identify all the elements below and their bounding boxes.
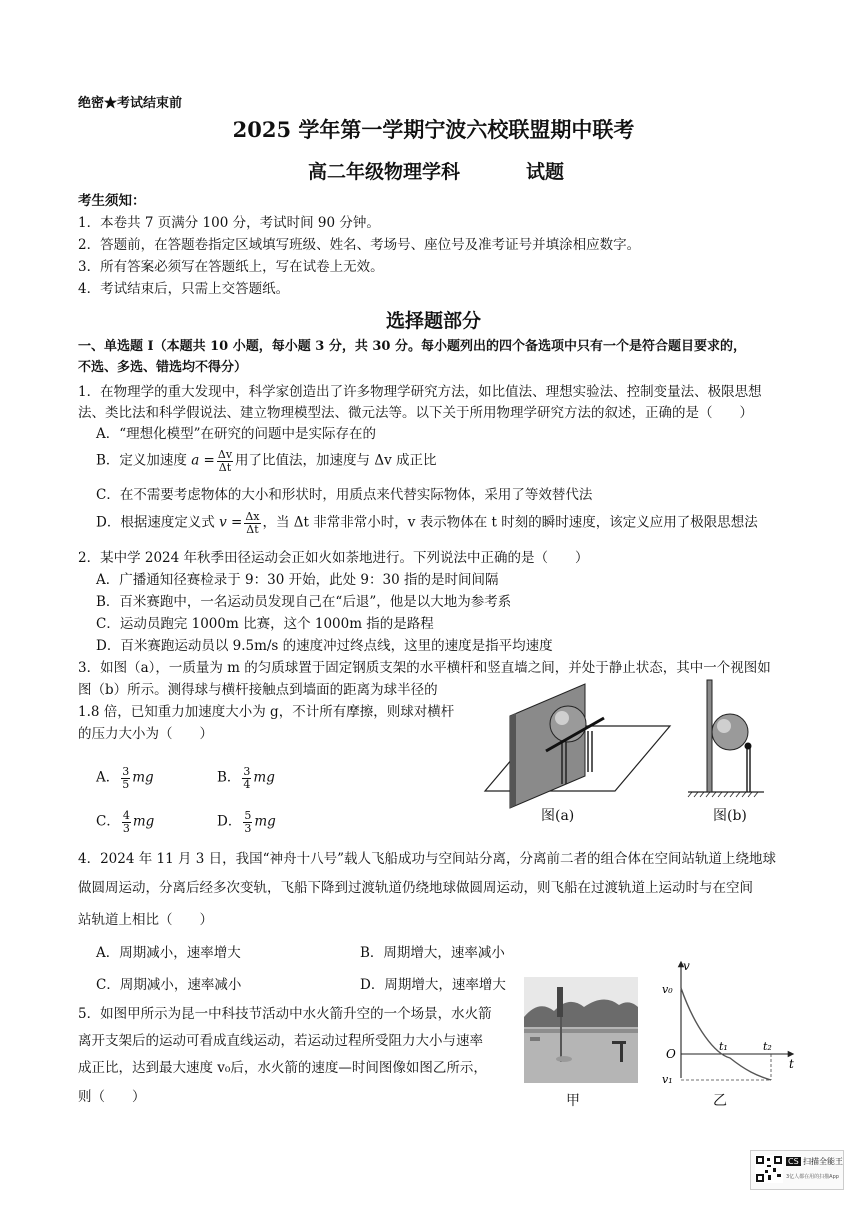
q3-figure-a — [480, 676, 680, 826]
v0-label: v₀ — [662, 983, 673, 996]
q4-option-c: C．周期减小，速率减小 — [96, 977, 242, 993]
q2-stem: 2．某中学 2024 年秋季田径运动会正如火如荼地进行。下列说法中正确的是（ ） — [78, 550, 589, 566]
q4-option-b: B．周期增大，速率减小 — [360, 945, 505, 961]
notice-heading: 考生须知： — [78, 193, 146, 209]
q4-stem: 站轨道上相比（ ） — [78, 912, 213, 928]
q5-stem: 成正比，达到最大速度 v₀后，水火箭的速度—时间图像如图乙所示， — [78, 1060, 487, 1076]
q5-figure-yi-label: 乙 — [713, 1093, 727, 1109]
q1-option-c: C．在不需要考虑物体的大小和形状时，用质点来代替实际物体，采用了等效替代法 — [96, 487, 593, 503]
q5-stem: 离开支架后的运动可看成直线运动，若运动过程所受阻力大小与速率 — [78, 1033, 483, 1049]
q4-option-d: D．周期增大，速率增大 — [360, 977, 506, 993]
q2-option-a: A．广播通知径赛检录于 9：30 开始，此处 9：30 指的是时间间隔 — [96, 572, 499, 588]
q1-stem: 法、类比法和科学假说法、建立物理模型法、微元法等。以下关于所用物理学研究方法的叙述，正确的是（ ） — [78, 405, 753, 421]
t1-label: t₁ — [719, 1040, 728, 1053]
exam-subtitle-exam: 试题 — [526, 161, 565, 183]
scanner-app-name: 扫描全能王 — [803, 1157, 843, 1166]
q3-option-b: B． $\frac{3}{4}$ mg — [217, 765, 275, 791]
v1-label: v₁ — [662, 1073, 673, 1083]
notice-item: 3．所有答案必须写在答题纸上，写在试卷上无效。 — [78, 259, 384, 275]
q2-option-b: B．百米赛跑中，一名运动员发现自己在“后退”，他是以大地为参考系 — [96, 594, 512, 610]
q4-stem: 做圆周运动，分离后经多次变轨，飞船下降到过渡轨道仍绕地球做圆周运动，则飞船在过渡轨道上运动时与在空间 — [78, 880, 753, 896]
vt-curve — [681, 988, 771, 1080]
q1-option-a: A．“理想化模型”在研究的问题中是实际存在的 — [96, 426, 377, 442]
q3-stem: 的压力大小为（ ） — [78, 726, 213, 742]
scanner-watermark — [750, 1150, 844, 1190]
q5-figure-jia-label: 甲 — [566, 1093, 580, 1109]
t-axis-label: t — [789, 1057, 794, 1071]
q3-stem: 1.8 倍，已知重力加速度大小为 g，不计所有摩擦，则球对横杆 — [78, 704, 455, 720]
v-axis-label: v — [683, 959, 690, 973]
q5-stem: 则（ ） — [78, 1089, 146, 1105]
secret-label: 绝密★考试结束前 — [78, 96, 183, 111]
q2-option-d: D．百米赛跑运动员以 9.5m/s 的速度冲过终点线，这里的速度是指平均速度 — [96, 638, 553, 654]
q5-stem: 5．如图甲所示为昆一中科技节活动中水火箭升空的一个场景，水火箭 — [78, 1006, 492, 1022]
origin-label: O — [666, 1047, 676, 1061]
q5-rocket-photo — [524, 977, 638, 1083]
exam-subtitle-grade: 高二年级物理学科 — [308, 161, 461, 183]
q4-option-a: A．周期减小，速率增大 — [96, 945, 241, 961]
notice-item: 4．考试结束后，只需上交答题纸。 — [78, 281, 290, 297]
part1-instruction-line1: 一、单选题 I（本题共 10 小题，每小题 3 分，共 30 分。每小题列出的四个备选项中只有一个是符合题目要求的， — [78, 339, 746, 354]
q3-stem: 3．如图（a），一质量为 m 的匀质球置于固定钢质支架的水平横杆和竖直墙之间，并处于静止状态，其中一个视图如 — [78, 660, 771, 676]
q3-figure-b-label: 图(b) — [713, 808, 747, 824]
q5-vt-graph — [655, 958, 800, 1083]
q3-figure-b — [686, 676, 766, 801]
section-title: 选择题部分 — [385, 310, 481, 332]
q3-option-c: C． $\frac{4}{3}$ mg — [96, 809, 155, 835]
exam-title: 2025 学年第一学期宁波六校联盟期中联考 — [232, 117, 635, 142]
q4-stem: 4．2024 年 11 月 3 日，我国“神舟十八号”载人飞船成功与空间站分离，分离前二者的组合体在空间站轨道上绕地球 — [78, 851, 776, 867]
q3-figure-a-label: 图(a) — [541, 808, 575, 824]
q1-option-d: D．根据速度定义式 v = $\frac{\Delta x}{\Delta t}$ ，当 Δt 非常非常小时，v 表示物体在 t 时刻的瞬时速度，该定义应用了极限思想法 — [96, 510, 758, 536]
notice-item: 2．答题前，在答题卷指定区域填写班级、姓名、考场号、座位号及准考证号并填涂相应数字。 — [78, 237, 641, 253]
notice-item: 1．本卷共 7 页满分 100 分，考试时间 90 分钟。 — [78, 215, 380, 231]
scanner-tagline: 3亿人都在用的扫描App — [786, 1174, 839, 1180]
t2-label: t₂ — [763, 1040, 772, 1053]
cs-badge: CS — [788, 1157, 799, 1166]
part1-instruction-line2: 不选、多选、错选均不得分） — [78, 360, 248, 375]
q3-stem: 图（b）所示。测得球与横杆接触点到墙面的距离为球半径的 — [78, 682, 438, 698]
qr-code-icon — [755, 1155, 783, 1183]
q3-option-a: A． $\frac{3}{5}$ mg — [96, 765, 154, 791]
q3-option-d: D． $\frac{5}{3}$ mg — [217, 809, 276, 835]
q2-option-c: C．运动员跑完 1000m 比赛，这个 1000m 指的是路程 — [96, 616, 434, 632]
q1-stem: 1．在物理学的重大发现中，科学家创造出了许多物理学研究方法，如比值法、理想实验法、控制变量法、极限思想 — [78, 384, 762, 400]
q1-option-b: B．定义加速度 a = $\frac{\Delta v}{\Delta t}$ 用了比值法，加速度与 Δv 成正比 — [96, 448, 437, 474]
